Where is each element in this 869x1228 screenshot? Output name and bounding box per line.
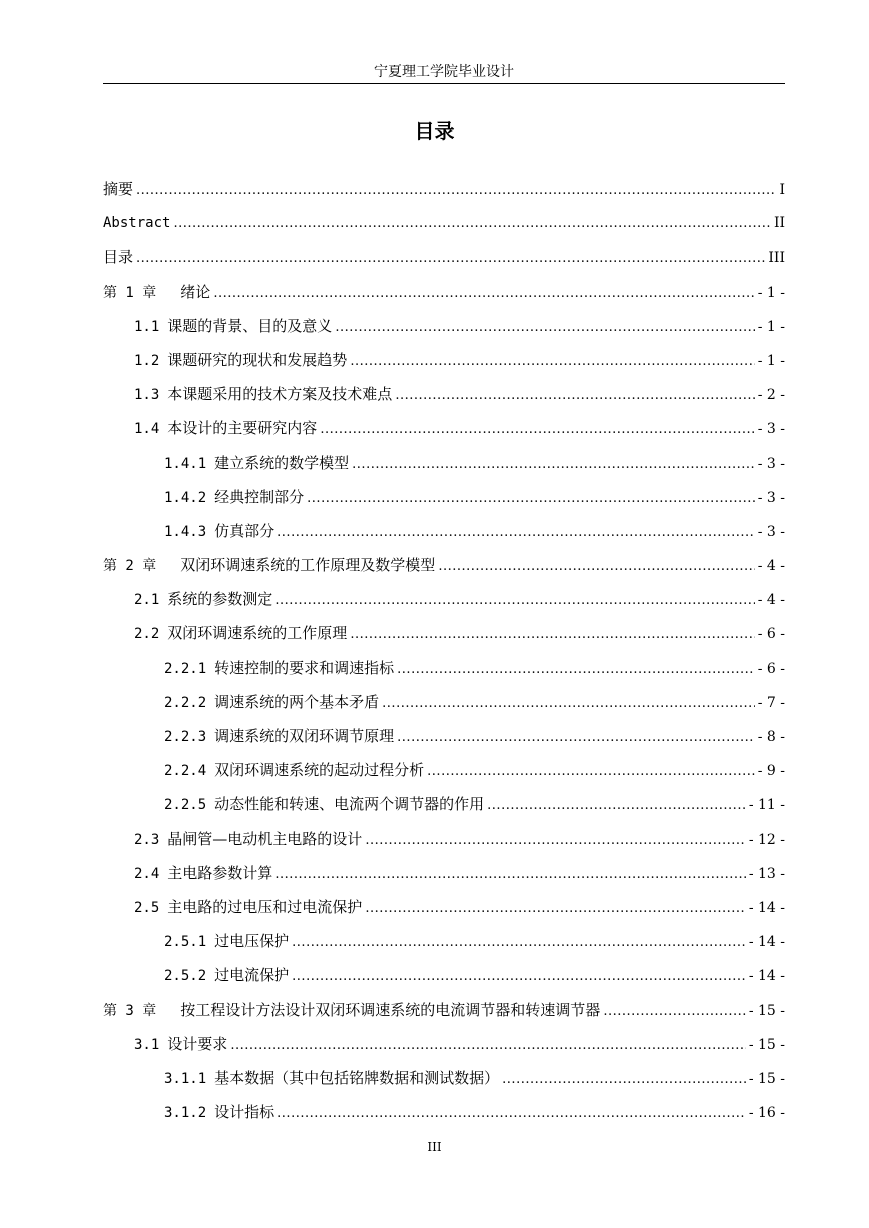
toc-entry-title: 转速控制的要求和调速指标 <box>214 658 395 677</box>
toc-entry[interactable] <box>103 548 785 582</box>
toc-entry[interactable] <box>103 719 785 753</box>
toc-dot-leader <box>335 311 754 345</box>
toc-entry-page: II <box>773 215 785 232</box>
toc-dot-leader <box>427 755 755 789</box>
toc-entry-page: - 13 - <box>748 865 785 882</box>
toc-entry-number: 2.3 <box>134 831 160 848</box>
toc-dot-leader <box>365 824 746 858</box>
toc-entry-title: Abstract <box>103 215 171 232</box>
toc-dot-leader <box>487 789 746 823</box>
toc-entry[interactable] <box>103 822 785 856</box>
toc-entry-page: III <box>768 250 785 267</box>
toc-entry-number: 第 2 章 <box>103 558 157 575</box>
toc-entry-number: 2.5.2 <box>164 968 207 985</box>
toc-entry-page: - 3 - <box>757 523 785 540</box>
toc-entry-page: - 6 - <box>757 660 785 677</box>
toc-entry-number: 2.2.5 <box>164 797 207 814</box>
toc-entry-title: 本课题采用的技术方案及技术难点 <box>167 385 393 404</box>
table-of-contents <box>103 172 785 1129</box>
toc-entry-title: 双闭环调速系统的工作原理及数学模型 <box>180 556 436 575</box>
toc-entry[interactable] <box>103 890 785 924</box>
toc-dot-leader <box>320 413 754 447</box>
toc-entry-number: 3.1.2 <box>164 1105 207 1122</box>
toc-entry-page: - 15 - <box>748 1070 785 1087</box>
toc-entry[interactable] <box>103 582 785 616</box>
toc-entry-number: 第 1 章 <box>103 284 157 301</box>
toc-entry-page: - 15 - <box>748 1002 785 1019</box>
toc-dot-leader <box>173 207 771 241</box>
toc-dot-leader <box>136 242 765 276</box>
toc-dot-leader <box>230 1029 746 1063</box>
toc-entry-title: 基本数据（其中包括铭牌数据和测试数据） <box>214 1068 500 1087</box>
toc-dot-leader <box>397 653 755 687</box>
toc-entry[interactable] <box>103 1061 785 1095</box>
toc-entry-number: 2.1 <box>134 592 160 609</box>
toc-entry-page: - 15 - <box>748 1036 785 1053</box>
page-number: III <box>427 1140 442 1154</box>
toc-entry-number: 1.4.1 <box>164 455 207 472</box>
toc-entry-page: - 11 - <box>748 797 785 814</box>
toc-dot-leader <box>352 448 755 482</box>
toc-entry[interactable] <box>103 411 785 445</box>
toc-entry-page: - 8 - <box>757 729 785 745</box>
toc-entry-title: 课题研究的现状和发展趋势 <box>167 350 348 369</box>
toc-entry-title: 系统的参数测定 <box>167 590 273 609</box>
toc-dot-leader <box>136 174 776 208</box>
toc-entry-number: 第 3 章 <box>103 1002 157 1019</box>
toc-entry-number: 2.5.1 <box>164 934 207 951</box>
toc-dot-leader <box>382 687 755 721</box>
toc-entry-number: 2.2.4 <box>164 763 207 780</box>
toc-entry-title: 摘要 <box>103 180 134 198</box>
toc-entry[interactable] <box>103 377 785 411</box>
toc-entry-page: - 16 - <box>748 1105 785 1122</box>
toc-entry[interactable] <box>103 1027 785 1061</box>
toc-entry[interactable] <box>103 206 785 240</box>
toc-entry[interactable] <box>103 958 785 992</box>
toc-dot-leader <box>350 345 754 379</box>
toc-entry-title: 双闭环调速系统的工作原理 <box>167 624 348 643</box>
toc-entry-title: 课题的背景、目的及意义 <box>167 316 333 335</box>
toc-entry-number: 2.4 <box>134 865 160 882</box>
toc-entry-title: 经典控制部分 <box>214 487 305 506</box>
toc-entry[interactable] <box>103 993 785 1027</box>
toc-entry[interactable] <box>103 172 785 206</box>
toc-dot-leader <box>277 516 755 550</box>
toc-entry-page: - 3 - <box>757 421 785 438</box>
toc-dot-leader <box>397 721 755 755</box>
toc-entry-page: - 14 - <box>748 934 785 951</box>
toc-entry-number: 1.2 <box>134 352 160 369</box>
toc-dot-leader <box>395 379 754 413</box>
toc-entry[interactable] <box>103 514 785 548</box>
toc-entry-page: - 4 - <box>757 558 785 575</box>
toc-entry-number: 2.2 <box>134 626 160 643</box>
toc-entry-title: 设计指标 <box>214 1103 275 1122</box>
toc-entry-title: 动态性能和转速、电流两个调节器的作用 <box>214 795 485 814</box>
toc-entry-page: - 3 - <box>757 455 785 472</box>
toc-entry[interactable] <box>103 309 785 343</box>
toc-entry-number: 2.2.3 <box>164 729 207 745</box>
page-header: 宁夏理工学院毕业设计 <box>103 64 785 84</box>
toc-entry-number: 3.1 <box>134 1036 160 1053</box>
toc-entry-page: - 1 - <box>757 284 785 301</box>
toc-entry-number: 1.1 <box>134 318 160 335</box>
toc-entry-page: - 9 - <box>757 763 785 780</box>
toc-entry-title: 按工程设计方法设计双闭环调速系统的电流调节器和转速调节器 <box>180 1000 601 1019</box>
toc-entry[interactable] <box>103 480 785 514</box>
toc-entry[interactable] <box>103 856 785 890</box>
page-title: 目录 <box>414 119 455 143</box>
toc-entry-title: 主电路参数计算 <box>167 863 273 882</box>
toc-dot-leader <box>275 584 754 618</box>
toc-dot-leader <box>307 482 755 516</box>
toc-entry-page: - 14 - <box>748 899 785 916</box>
toc-entry-title: 过电流保护 <box>214 966 290 985</box>
toc-entry-title: 晶闸管—电动机主电路的设计 <box>167 829 363 848</box>
toc-entry-title: 调速系统的两个基本矛盾 <box>214 692 380 711</box>
toc-entry-number: 2.2.1 <box>164 660 207 677</box>
toc-entry-number: 1.4.3 <box>164 523 207 540</box>
toc-dot-leader <box>277 1097 746 1131</box>
toc-entry-title: 本设计的主要研究内容 <box>167 419 318 438</box>
toc-dot-leader <box>365 892 746 926</box>
toc-entry-number: 1.3 <box>134 387 160 404</box>
toc-entry-title: 双闭环调速系统的起动过程分析 <box>214 761 425 780</box>
toc-dot-leader <box>275 858 746 892</box>
toc-dot-leader <box>502 1063 746 1097</box>
toc-entry-number: 2.5 <box>134 899 160 916</box>
toc-entry-title: 绪论 <box>180 282 211 301</box>
toc-entry-title: 建立系统的数学模型 <box>214 453 350 472</box>
toc-entry-title: 主电路的过电压和过电流保护 <box>167 897 363 916</box>
toc-entry[interactable] <box>103 924 785 958</box>
toc-entry-page: - 2 - <box>757 387 785 404</box>
toc-dot-leader <box>350 618 754 652</box>
toc-entry-page: - 12 - <box>748 831 785 848</box>
toc-entry[interactable] <box>103 240 785 274</box>
toc-entry-page: - 1 - <box>757 352 785 369</box>
toc-dot-leader <box>603 995 746 1029</box>
toc-entry[interactable] <box>103 343 785 377</box>
toc-entry-number: 1.4.2 <box>164 489 207 506</box>
toc-entry-page: - 4 - <box>757 592 785 609</box>
toc-entry[interactable] <box>103 787 785 821</box>
toc-entry[interactable] <box>103 651 785 685</box>
toc-entry-title: 设计要求 <box>167 1034 228 1053</box>
toc-entry-number: 1.4 <box>134 421 160 438</box>
toc-entry[interactable] <box>103 685 785 719</box>
toc-entry-title: 调速系统的双闭环调节原理 <box>214 727 395 745</box>
toc-dot-leader <box>292 926 746 960</box>
toc-entry-title: 过电压保护 <box>214 932 290 951</box>
toc-entry[interactable] <box>103 1095 785 1129</box>
toc-entry[interactable] <box>103 753 785 787</box>
toc-entry-page: - 6 - <box>757 626 785 643</box>
toc-entry-title: 仿真部分 <box>214 521 275 540</box>
toc-dot-leader <box>438 550 754 584</box>
toc-entry-number: 3.1.1 <box>164 1070 207 1087</box>
toc-entry[interactable] <box>103 616 785 650</box>
toc-entry-title: 目录 <box>103 248 134 267</box>
toc-entry-page: - 7 - <box>757 694 785 711</box>
toc-entry-number: 2.2.2 <box>164 694 207 711</box>
toc-entry-page: - 3 - <box>757 489 785 506</box>
toc-entry[interactable] <box>103 275 785 309</box>
toc-dot-leader <box>292 960 746 994</box>
toc-entry[interactable] <box>103 446 785 480</box>
toc-dot-leader <box>213 277 754 311</box>
toc-entry-page: - 14 - <box>748 968 785 985</box>
toc-entry-page: - 1 - <box>757 318 785 335</box>
toc-entry-page: I <box>779 182 785 198</box>
